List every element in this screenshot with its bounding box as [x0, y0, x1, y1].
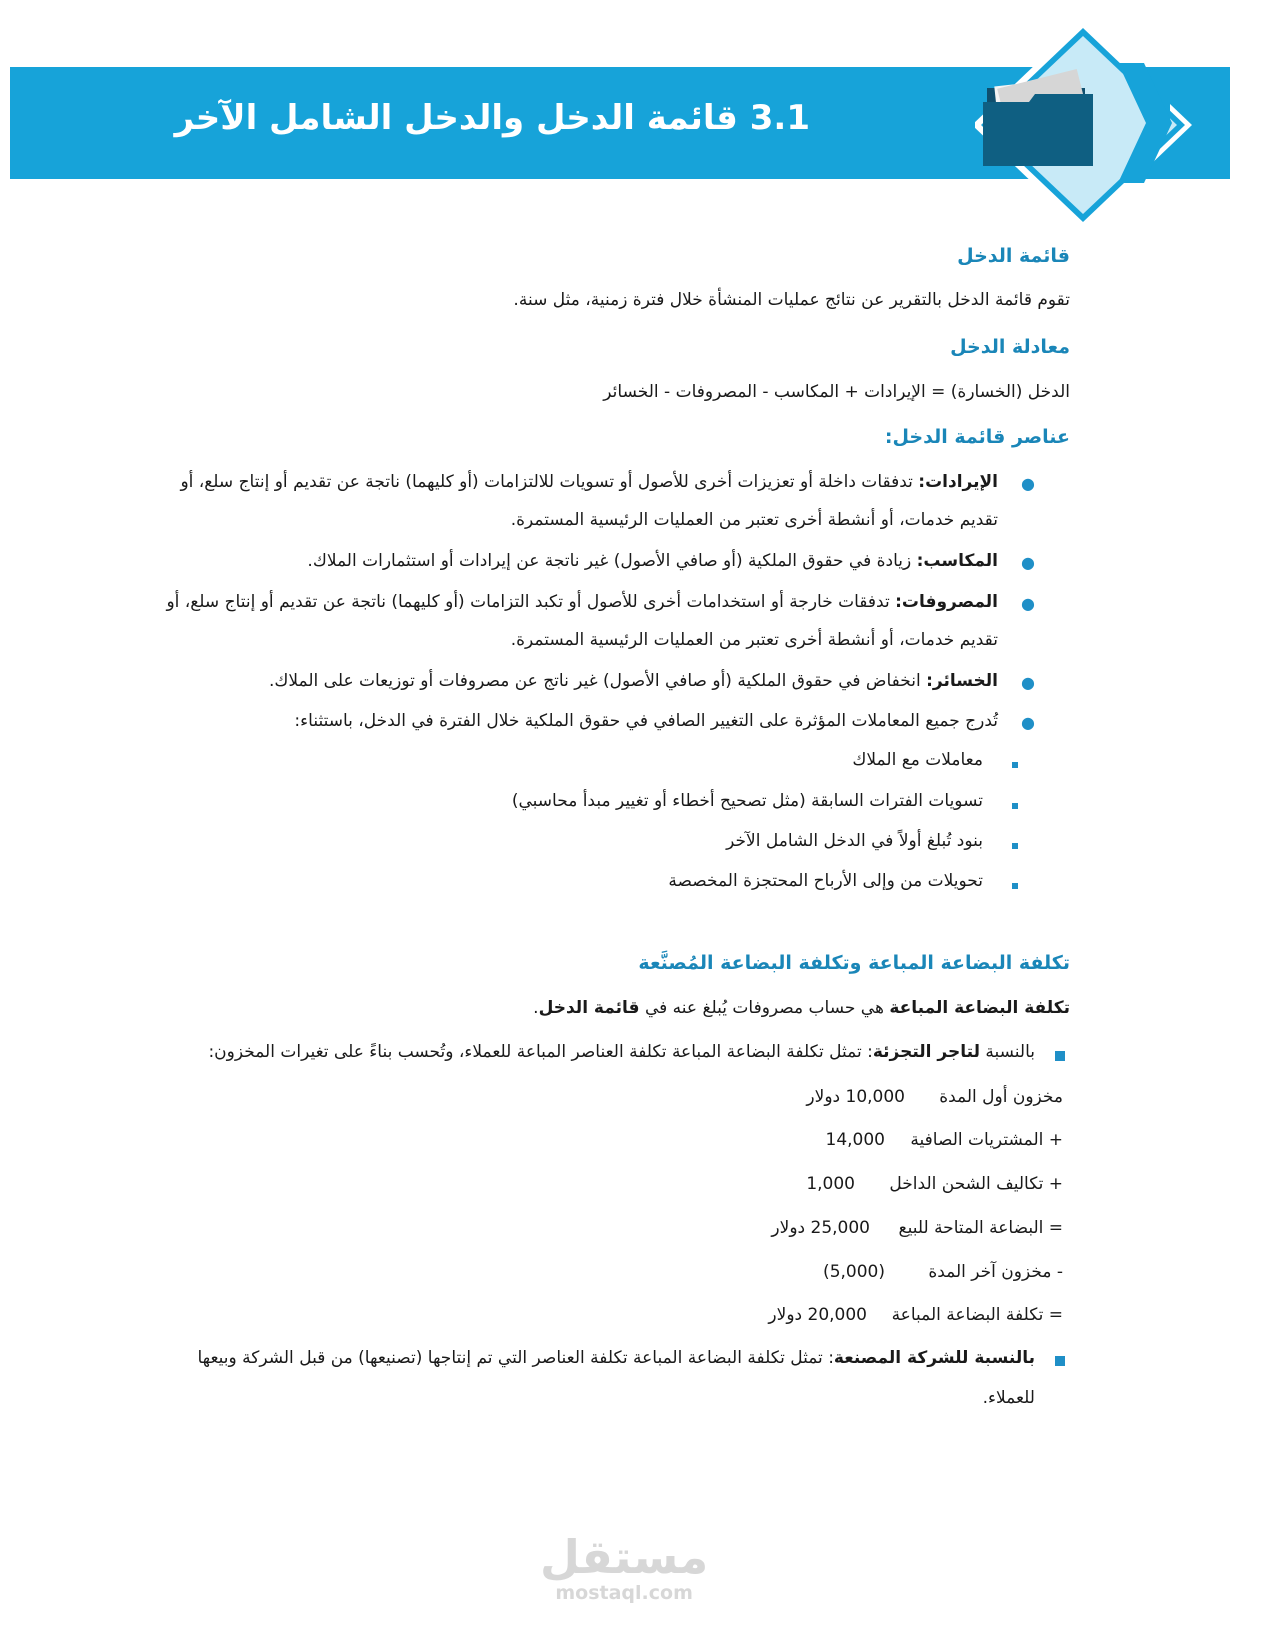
sub-bullet — [1012, 803, 1018, 809]
manufacturer-text-line2: للعملاء. — [982, 1388, 1035, 1408]
retailer-text: بالنسبة لتاجر التجزئة: تمثل تكلفة البضاعة المباعة تكلفة العناصر المباعة للعملاء، وتُحسب بناءً على تغيرات المخزون: — [208, 1042, 1035, 1062]
calc-value: 10,000 دولار — [806, 1087, 905, 1107]
calc-label: = البضاعة المتاحة للبيع — [898, 1218, 1063, 1238]
section-heading-income-statement: قائمة الدخل — [957, 245, 1070, 267]
bullet-dot: ● — [1021, 553, 1035, 572]
income-statement-text: تقوم قائمة الدخل بالتقرير عن نتائج عمليات المنشأة خلال فترة زمنية، مثل سنة. — [513, 290, 1070, 310]
element-revenues: الإيرادات: تدفقات داخلة أو تعزيزات أخرى للأصول أو تسويات للالتزامات (أو كليهما) ناتجة عن تقديم أو إنتاج سلع، أو — [180, 472, 998, 492]
exception-item: تحويلات من وإلى الأرباح المحتجزة المخصصة — [668, 871, 983, 891]
exception-item: معاملات مع الملاك — [852, 750, 983, 770]
element-expenses-line2: تقديم خدمات، أو أنشطة أخرى تعتبر من العمليات الرئيسية المستمرة. — [510, 630, 998, 650]
bullet-dot: ● — [1021, 594, 1035, 613]
calc-value: 20,000 دولار — [768, 1305, 867, 1325]
income-equation-text: الدخل (الخسارة) = الإيرادات + المكاسب - المصروفات - الخسائر — [603, 382, 1070, 402]
square-bullet — [1055, 1051, 1065, 1061]
element-revenues-line2: تقديم خدمات، أو أنشطة أخرى تعتبر من العمليات الرئيسية المستمرة. — [510, 510, 998, 530]
calc-value: 1,000 — [806, 1174, 855, 1194]
calc-value: 25,000 دولار — [771, 1218, 870, 1238]
calc-label: مخزون أول المدة — [939, 1087, 1063, 1107]
section-heading-elements: عناصر قائمة الدخل: — [884, 426, 1070, 448]
element-gains: المكاسب: زيادة في حقوق الملكية (أو صافي الأصول) غير ناتجة عن إيرادات أو استثمارات الملاك. — [307, 551, 998, 571]
square-bullet — [1055, 1356, 1065, 1366]
cogs-intro: تكلفة البضاعة المباعة هي حساب مصروفات يُبلغ عنه في قائمة الدخل. — [533, 998, 1070, 1018]
bullet-dot: ● — [1021, 673, 1035, 692]
watermark-ar: مستقل — [540, 1530, 709, 1584]
calc-value: 14,000 — [825, 1130, 885, 1150]
element-losses: الخسائر: انخفاض في حقوق الملكية (أو صافي الأصول) غير ناتج عن مصروفات أو توزيعات على الملاك. — [268, 671, 998, 691]
bullet-dot: ● — [1021, 474, 1035, 493]
calc-label: + المشتريات الصافية — [910, 1130, 1063, 1150]
element-expenses: المصروفات: تدفقات خارجة أو استخدامات أخرى للأصول أو تكبد التزامات (أو كليهما) ناتجة عن تقديم أو إنتاج سلع، أو — [166, 592, 998, 612]
page-title: 3.1 قائمة الدخل والدخل الشامل الآخر — [174, 98, 810, 138]
watermark-en: mostaql.com — [555, 1582, 693, 1604]
sub-bullet — [1012, 762, 1018, 768]
bullet-dot: ● — [1021, 713, 1035, 732]
exception-item: بنود تُبلغ أولاً في الدخل الشامل الآخر — [726, 831, 983, 851]
section-heading-equation: معادلة الدخل — [950, 336, 1070, 358]
element-inclusion-note: تُدرج جميع المعاملات المؤثرة على التغيير الصافي في حقوق الملكية خلال الفترة في الدخل، باستثناء: — [294, 711, 998, 731]
section-heading-cogs: تكلفة البضاعة المباعة وتكلفة البضاعة المُصنَّعة — [638, 952, 1070, 974]
calc-label: + تكاليف الشحن الداخل — [889, 1174, 1063, 1194]
calc-label: - مخزون آخر المدة — [928, 1262, 1063, 1282]
calc-value: (5,000) — [823, 1262, 885, 1282]
sub-bullet — [1012, 843, 1018, 849]
mostaql-watermark — [540, 1532, 708, 1604]
manufacturer-text: بالنسبة للشركة المصنعة: تمثل تكلفة البضاعة المباعة تكلفة العناصر التي تم إنتاجها (تصنيعها) من قبل الشركة وبيعها — [197, 1348, 1035, 1368]
exception-item: تسويات الفترات السابقة (مثل تصحيح أخطاء أو تغيير مبدأ محاسبي) — [511, 791, 983, 811]
sub-bullet — [1012, 883, 1018, 889]
calc-label: = تكلفة البضاعة المباعة — [891, 1305, 1063, 1325]
